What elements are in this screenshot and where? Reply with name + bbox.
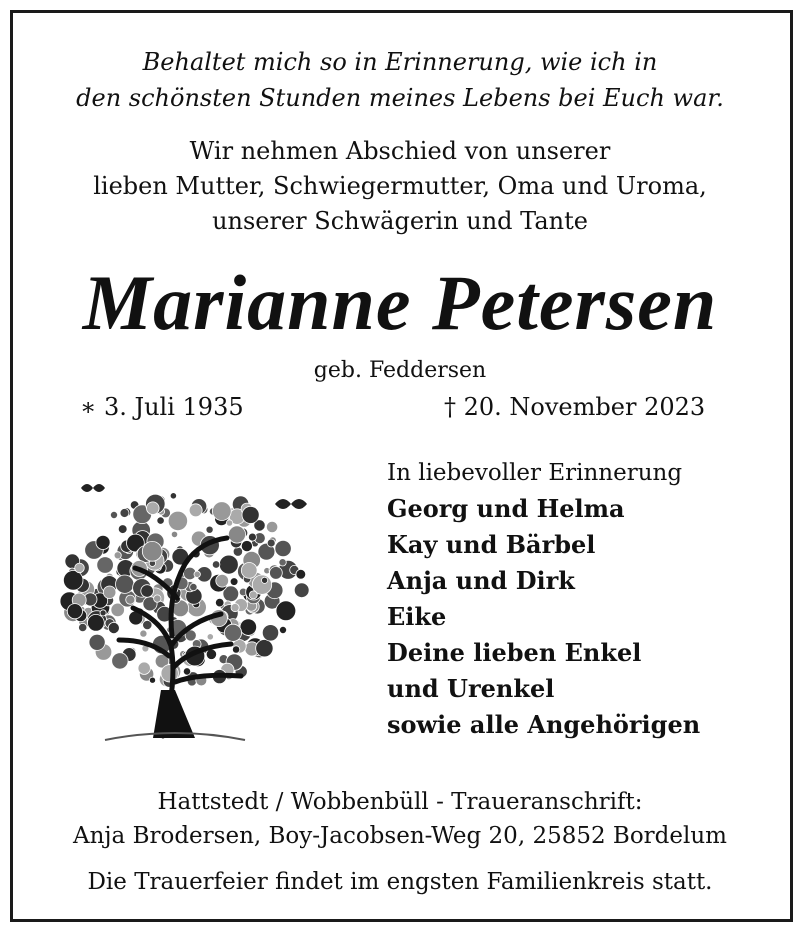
tree-blossom [212, 502, 231, 521]
tree-blossom [120, 509, 129, 518]
tree-blossom [116, 575, 134, 593]
tree-blossom [114, 552, 121, 559]
tree-blossom [206, 526, 213, 533]
tree-blossom [142, 541, 162, 561]
tree-blossom [232, 646, 239, 653]
motto-line-2: den schönsten Stunden meines Lebens bei Euch war. [76, 84, 724, 112]
tree-blossom [294, 583, 309, 598]
tree-blossom [212, 561, 220, 569]
tree-blossom [97, 557, 114, 574]
tree-blossom [189, 504, 202, 517]
tree-blossom [170, 493, 176, 499]
tree-blossom [296, 569, 306, 579]
mourners-list [387, 455, 700, 743]
tree-blossom [231, 604, 239, 612]
tree-blossom [108, 622, 119, 633]
mourner-name: Anja und Dirk [387, 566, 575, 595]
tree-blossom [270, 567, 283, 580]
tree-blossom [226, 520, 232, 526]
intro-line-3: unserer Schwägerin und Tante [212, 207, 588, 235]
intro-line-1: Wir nehmen Abschied von unserer [189, 137, 611, 165]
tree-blossom [138, 662, 150, 674]
tree-blossom [241, 541, 252, 552]
motto-line-1: Behaltet mich so in Erinnerung, wie ich in [142, 48, 658, 76]
tree-blossom [171, 531, 177, 537]
tree-blossom [266, 521, 277, 532]
mourner-name: Eike [387, 602, 447, 631]
tree-blossom [230, 578, 238, 586]
tree-blossom [100, 610, 106, 616]
birth-date: ∗ 3. Juli 1935 [80, 393, 244, 421]
birth-name: geb. Feddersen [313, 358, 487, 383]
mourners-lead: In liebevoller Erinnerung [387, 460, 683, 486]
tree-blossom [207, 634, 213, 640]
tree-blossom [248, 533, 256, 541]
tree-blossom [79, 623, 87, 631]
tree-blossom [157, 517, 164, 524]
tree-blossom [140, 630, 147, 637]
tree-blossom [63, 571, 83, 591]
funeral-note: Die Trauerfeier findet im engsten Familienkreis statt. [87, 869, 713, 895]
tree-blossom [88, 614, 105, 631]
place-address-label: Hattstedt / Wobbenbüll - Traueranschrift: [157, 789, 643, 815]
tree-blossom [206, 649, 216, 659]
tree-blossom [279, 626, 286, 633]
tree-blossom [267, 539, 275, 547]
tree-blossom [215, 598, 224, 607]
mourner-name: und Urenkel [387, 674, 555, 703]
tree-blossom [194, 571, 200, 577]
tree-blossom [89, 634, 105, 650]
tree-of-life-icon [45, 468, 345, 748]
mourner-name: Kay und Bärbel [387, 530, 596, 559]
tree-blossom [103, 586, 116, 599]
tree-blossom [219, 555, 238, 574]
mourner-name: Deine lieben Enkel [387, 638, 642, 667]
death-date: † 20. November 2023 [444, 393, 706, 421]
tree-blossom [242, 506, 259, 523]
tree-blossom [141, 585, 154, 598]
tree-blossom [249, 591, 257, 599]
tree-blossom [154, 595, 161, 602]
tree-blossom [149, 677, 155, 683]
mourning-address: Anja Brodersen, Boy-Jacobsen-Weg 20, 25852 Bordelum [73, 823, 727, 849]
tree-blossom [67, 604, 82, 619]
tree-blossom [279, 559, 286, 566]
tree-blossom [233, 547, 242, 556]
tree-blossom [112, 653, 128, 669]
tree-blossom [75, 563, 85, 573]
tree-blossom [147, 502, 160, 515]
tree-blossom [240, 619, 257, 636]
tree-blossom [275, 540, 291, 556]
tree-blossom [190, 583, 197, 590]
tree-blossom [126, 595, 135, 604]
tree-blossom [256, 640, 273, 657]
tree-blossom [276, 601, 296, 621]
tree-blossom [118, 525, 127, 534]
tree-blossom [96, 535, 110, 549]
mourner-name: Georg und Helma [387, 494, 625, 523]
tree-blossom [168, 511, 187, 530]
tree-blossom [228, 526, 245, 543]
tree-blossom [216, 574, 229, 587]
tree-blossom [183, 668, 190, 675]
tree-blossom [143, 620, 152, 629]
tree-blossom [224, 624, 241, 641]
intro-line-2: lieben Mutter, Schwiegermutter, Oma und Uroma, [93, 172, 707, 200]
deceased-name: Marianne Petersen [82, 259, 718, 346]
tree-blossom [262, 577, 268, 583]
tree-blossom [241, 563, 257, 579]
tree-blossom [262, 625, 278, 641]
mourner-name: sowie alle Angehörigen [387, 710, 701, 739]
tree-blossom [110, 511, 117, 518]
